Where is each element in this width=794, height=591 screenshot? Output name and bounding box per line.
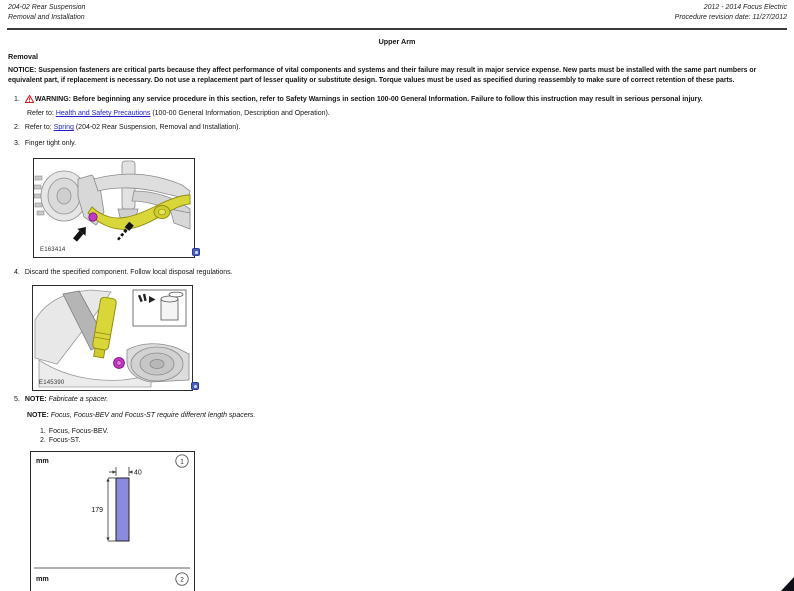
height-dimension: 179	[91, 507, 103, 514]
figure-discard-component	[32, 285, 193, 391]
link-health-and-safety-precautions[interactable]: Health and Safety Precautions	[55, 110, 151, 117]
refer-prefix: Refer to:	[27, 110, 54, 117]
width-dimension: 40	[134, 469, 142, 477]
sub-item-number: 2.	[40, 437, 46, 444]
header-right	[675, 3, 787, 22]
magenta-marker	[89, 213, 97, 221]
figure-spacer-drawing	[31, 452, 193, 591]
step-2	[14, 123, 240, 132]
figure-upper-arm-drawing	[34, 159, 193, 256]
notice-paragraph	[8, 66, 788, 85]
header-section-subtitle: Removal and Installation	[8, 13, 85, 21]
unit-label-top: mm	[36, 456, 49, 465]
spacer-rect	[116, 478, 129, 541]
step-3	[14, 139, 76, 148]
figure-label: E163414	[40, 247, 66, 253]
header-left	[8, 3, 85, 22]
step-text: Discard the specified component. Follow local disposal regulations.	[24, 269, 233, 276]
figure-spacer-dimensions	[30, 451, 195, 591]
sub-item-number: 1.	[40, 428, 46, 435]
enlarge-image-icon[interactable]	[191, 382, 199, 390]
page-title: Upper Arm	[378, 37, 416, 46]
note-text: Focus, Focus-BEV and Focus-ST require different length spacers.	[50, 412, 256, 419]
header-section-title: 204-02 Rear Suspension	[8, 4, 86, 11]
disposal-icon	[133, 290, 186, 326]
step-5-sub-item-2	[40, 436, 80, 446]
refer-suffix: (204-02 Rear Suspension, Removal and Installation).	[75, 124, 241, 131]
sub-item-text: Focus-ST.	[48, 437, 81, 444]
warning-label: WARNING:	[34, 96, 72, 103]
warning-icon	[25, 95, 34, 106]
step-number: 4.	[14, 269, 20, 276]
figure-upper-arm	[33, 158, 195, 258]
header-divider	[7, 28, 787, 30]
enlarge-image-icon[interactable]	[192, 248, 200, 256]
refer-suffix: (100-00 General Information, Description and Operation).	[152, 110, 330, 117]
header-vehicle: 2012 - 2014 Focus Electric	[703, 4, 787, 11]
refer-prefix: Refer to:	[24, 124, 52, 131]
callout-2: 2	[180, 576, 184, 584]
unit-label-bottom: mm	[36, 574, 49, 583]
step-number: 3.	[14, 140, 20, 147]
notice-label: NOTICE:	[8, 67, 37, 74]
step-1-refer	[27, 109, 330, 118]
note-label: NOTE:	[27, 412, 49, 419]
corner-marker	[781, 577, 794, 591]
header-revision-date: Procedure revision date: 11/27/2012	[674, 13, 787, 21]
callout-1: 1	[180, 458, 184, 466]
note-text: Fabricate a spacer.	[48, 396, 109, 403]
step-4	[14, 268, 233, 277]
step-5	[14, 395, 108, 404]
step-5-note-2	[27, 411, 255, 420]
section-heading: Removal	[8, 52, 38, 61]
step-number: 2.	[14, 124, 20, 131]
note-label: NOTE:	[24, 396, 47, 403]
pointer-arrow	[71, 224, 90, 244]
link-spring[interactable]: Spring	[53, 124, 74, 131]
sub-item-text: Focus, Focus-BEV.	[48, 428, 109, 435]
figure-discard-drawing	[33, 286, 191, 389]
warning-text: Before beginning any service procedure in this section, refer to Safety Warnings in section 100-00 General Information. Failure to follow this instruction may result in serious personal injury.	[72, 96, 703, 103]
step-number: 1.	[14, 96, 20, 103]
figure-label: E145390	[39, 380, 65, 386]
step-number: 5.	[14, 396, 20, 403]
step-text: Finger tight only.	[24, 140, 77, 147]
notice-text: Suspension fasteners are critical parts because they affect performance of vital components and systems and their failure may result in major service expense. New parts must be installed with the same part numbers or equivalent part, if replacement is necessary. Do not use a replacement part of lesser quality or substitute design. Torque values must be used as specified during reassembly to make sure of correct retention of these parts.	[8, 67, 757, 84]
step-1-warning	[14, 95, 703, 106]
